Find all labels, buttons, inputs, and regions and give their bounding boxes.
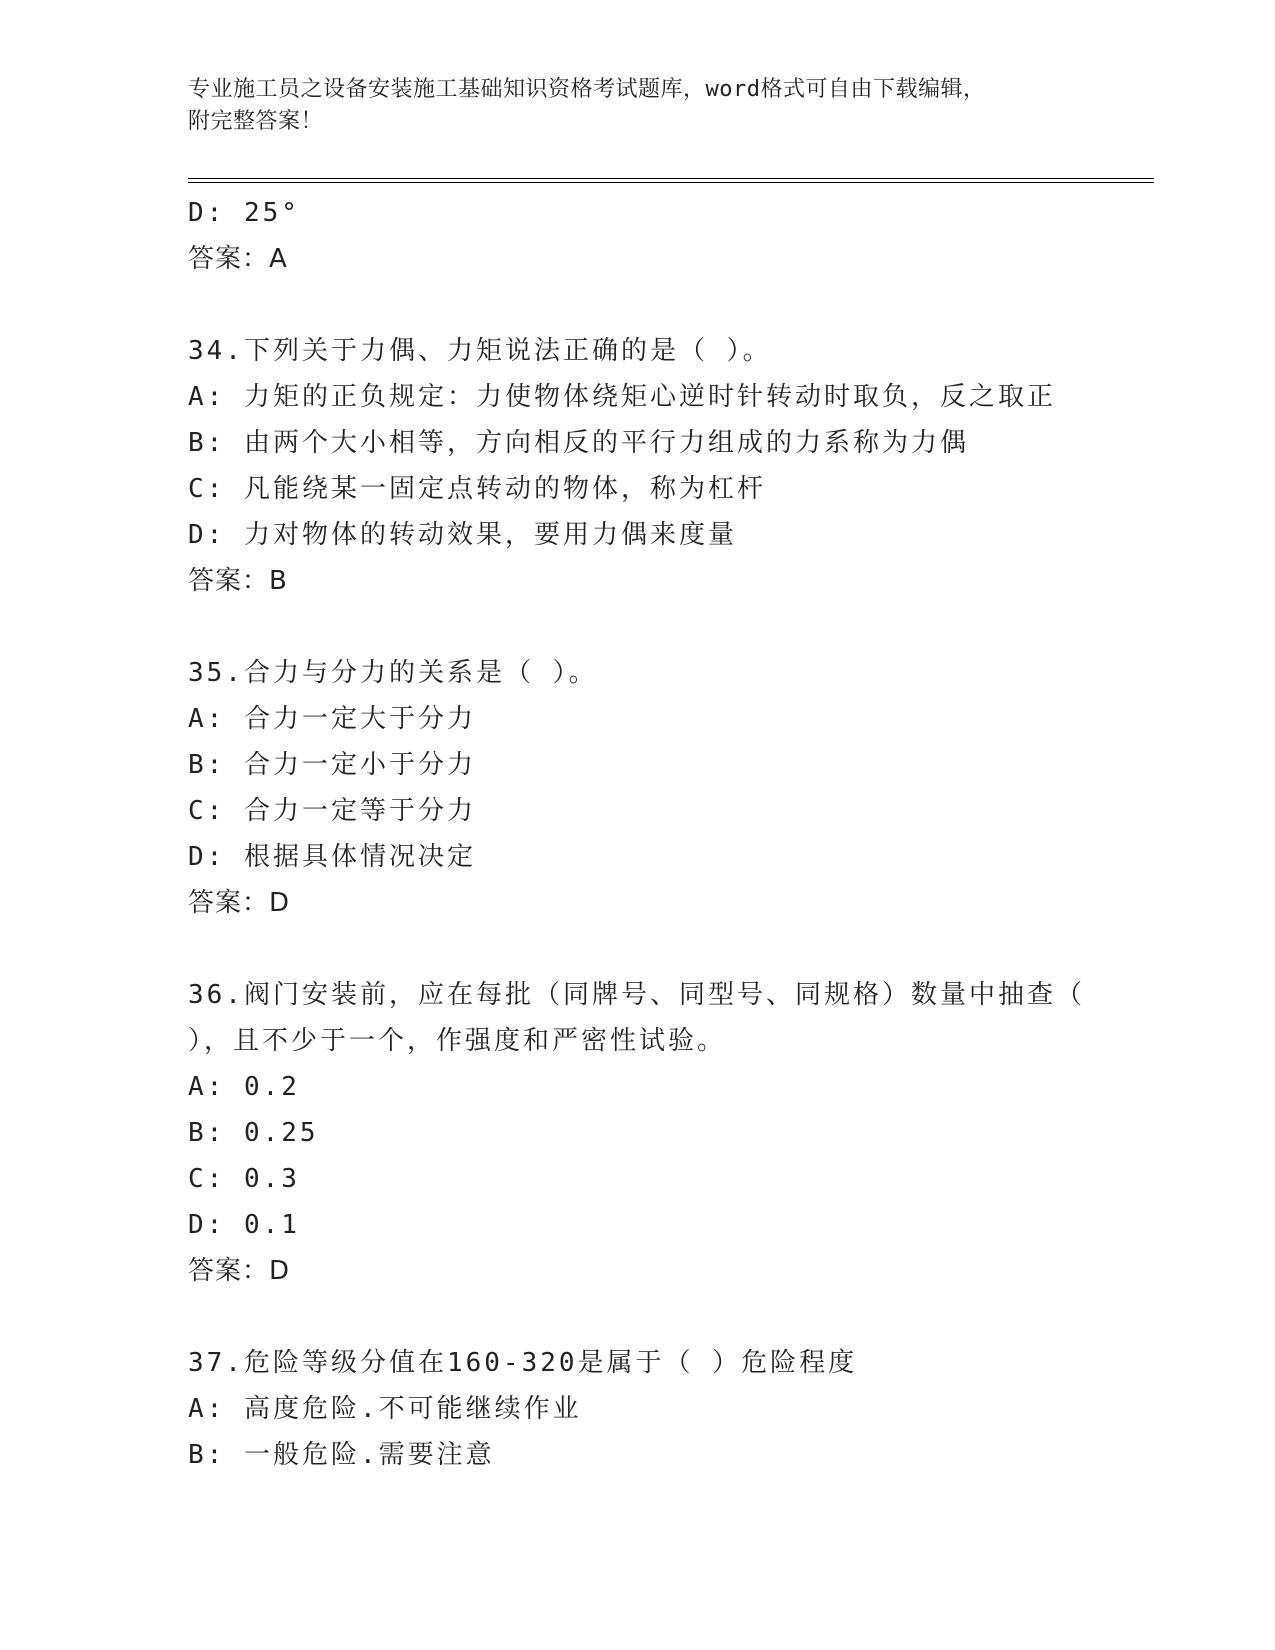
option-a: A: 合力一定大于分力 [188,704,476,734]
option-c: C: 0.3 [188,1164,300,1194]
option-d: D: 0.1 [188,1210,300,1240]
question-35 [188,650,1148,926]
option-a: A: 0.2 [188,1072,300,1102]
option-c: C: 合力一定等于分力 [188,796,476,826]
option-d: D: 25° [188,198,300,228]
answer: 答案：D [188,888,291,918]
question-stem: 35.合力与分力的关系是（ ）。 [188,658,598,688]
previous-question-tail [188,190,1148,282]
question-stem: 34.下列关于力偶、力矩说法正确的是（ ）。 [188,336,772,366]
option-b: B: 一般危险.需要注意 [188,1440,495,1470]
option-d: D: 力对物体的转动效果，要用力偶来度量 [188,520,737,550]
header-line-2: 附完整答案！ [188,109,324,134]
question-37 [188,1340,1148,1478]
header-divider-bottom [188,182,1154,183]
document-header [188,74,1088,138]
question-stem-line-2: ），且不少于一个，作强度和严密性试验。 [188,1026,727,1056]
header-line-1: 专业施工员之设备安装施工基础知识资格考试题库，word格式可自由下载编辑， [188,77,986,102]
option-b: B: 由两个大小相等，方向相反的平行力组成的力系称为力偶 [188,428,969,458]
option-a: A: 力矩的正负规定：力使物体绕矩心逆时针转动时取负，反之取正 [188,382,1056,412]
option-d: D: 根据具体情况决定 [188,842,476,872]
option-c: C: 凡能绕某一固定点转动的物体，称为杠杆 [188,474,766,504]
answer: 答案：A [188,244,288,274]
answer: 答案：B [188,566,288,596]
answer: 答案：D [188,1256,291,1286]
option-a: A: 高度危险.不可能继续作业 [188,1394,582,1424]
question-stem: 37.危险等级分值在160-320是属于（ ）危险程度 [188,1348,858,1378]
question-36 [188,972,1148,1294]
option-b: B: 0.25 [188,1118,319,1148]
option-b: B: 合力一定小于分力 [188,750,476,780]
question-list [188,190,1148,1478]
question-stem-line-1: 36.阀门安装前，应在每批（同牌号、同型号、同规格）数量中抽查（ [188,980,1085,1010]
header-divider-top [188,178,1154,179]
question-34 [188,328,1148,604]
